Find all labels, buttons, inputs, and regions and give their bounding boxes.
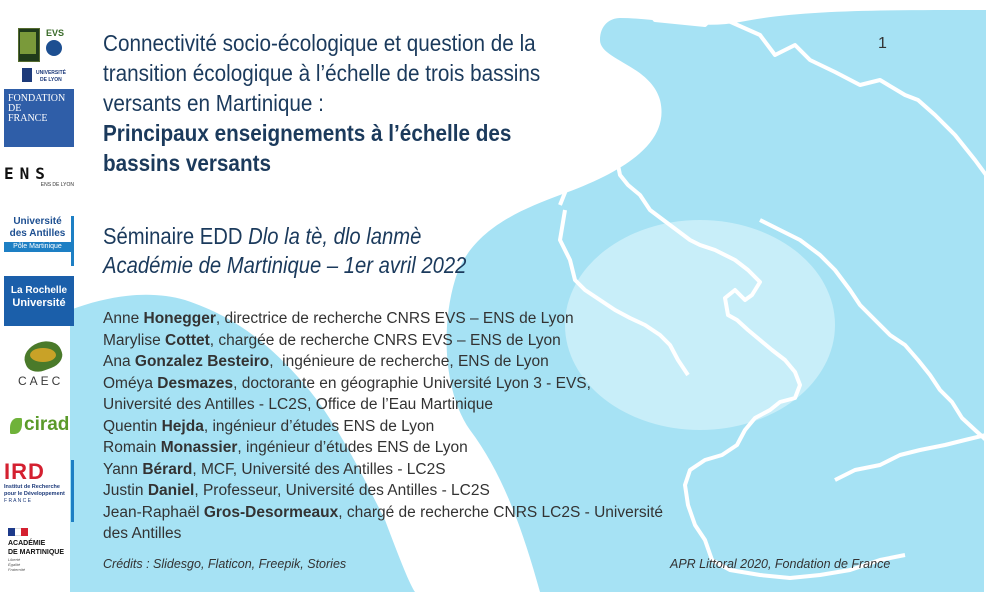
title-bold-line-1: Principaux enseignements à l’échelle des [103,120,512,146]
credits-right: APR Littoral 2020, Fondation de France [670,557,891,571]
logo-cirad: cirad [4,412,74,446]
seminar-info [103,222,466,280]
title-bold-line-2: bassins versants [103,150,272,176]
author-last-name: Desmazes [157,374,234,392]
logo-caec: CAEC [4,338,74,394]
author-item [103,308,663,330]
logo-fondation-de-france: FONDATION DE FRANCE [4,89,74,147]
seminar-date: Académie de Martinique – 1er avril 2022 [103,252,467,278]
title-line-1: Connectivité socio-écologique et question de la [103,30,536,56]
page-number: 1 [878,35,887,52]
author-last-name: Hejda [161,417,204,435]
author-last-name: Cottet [165,331,210,349]
author-role: , Professeur, Université des Antilles - LC2S [194,482,490,499]
author-first-name: Oméya [103,374,158,392]
author-role: , doctorante en géographie Université Lyon 3 - EVS, Université des Antilles - LC2S, Office de l’Eau Martinique [103,374,596,413]
author-last-name: Monassier [160,439,238,456]
seminar-theme: Dlo la tè, dlo lanmè [248,223,422,249]
logo-ird: IRD Institut de Recherche pour le Développement F R A N C E [4,460,74,522]
author-item [103,480,663,502]
credits-left: Crédits : Slidesgo, Flaticon, Freepik, Stories [103,557,347,571]
logo-ens-lyon: ENS ENS DE LYON [4,164,74,188]
logo-la-rochelle-universite: La Rochelle Université [4,276,74,326]
author-item [103,351,663,373]
author-role: , ingénieur d’études ENS de Lyon [203,417,435,435]
author-first-name: Jean-Raphaël [103,503,204,521]
author-first-name: Romain [103,439,161,456]
author-last-name: Gonzalez Besteiro [134,353,270,370]
author-role: , ingénieure de recherche, ENS de Lyon [269,353,549,370]
author-role: , directrice de recherche CNRS EVS – ENS de Lyon [215,310,574,327]
author-role: , chargée de recherche CNRS EVS – ENS de Lyon [209,331,561,349]
author-role: , MCF, Université des Antilles - LC2S [192,460,446,478]
author-first-name: Ana [103,353,135,370]
author-item [103,437,663,459]
author-last-name: Bérard [142,460,193,478]
slide-title [103,28,571,178]
title-line-3: versants en Martinique : [103,90,324,116]
logo-universite-des-antilles: Université des Antilles Pôle Martinique [4,216,74,266]
author-first-name: Anne [103,310,144,327]
author-first-name: Justin [103,482,148,499]
author-list [103,308,668,545]
author-first-name: Quentin [103,417,162,435]
author-role: , ingénieur d’études ENS de Lyon [237,439,468,456]
author-last-name: Gros-Desormeaux [203,503,339,521]
seminar-prefix: Séminaire EDD [103,223,249,249]
partner-logos [0,0,82,592]
author-role: , chargé de recherche CNRS LC2S - Université des Antilles [103,503,668,542]
author-last-name: Honegger [143,310,216,327]
title-line-2: transition écologique à l’échelle de trois bassins [103,60,541,86]
author-item [103,373,663,416]
author-item [103,416,663,438]
author-item [103,502,668,545]
author-item [103,459,663,481]
author-first-name: Marylise [103,331,166,349]
logo-academie-martinique: ACADÉMIE DE MARTINIQUE Liberté Égalité Fraternité [4,528,74,580]
author-last-name: Daniel [147,482,195,499]
logo-evs: EVS UNIVERSITÉ DE LYON [4,26,74,88]
author-first-name: Yann [103,460,143,478]
author-item [103,330,663,352]
